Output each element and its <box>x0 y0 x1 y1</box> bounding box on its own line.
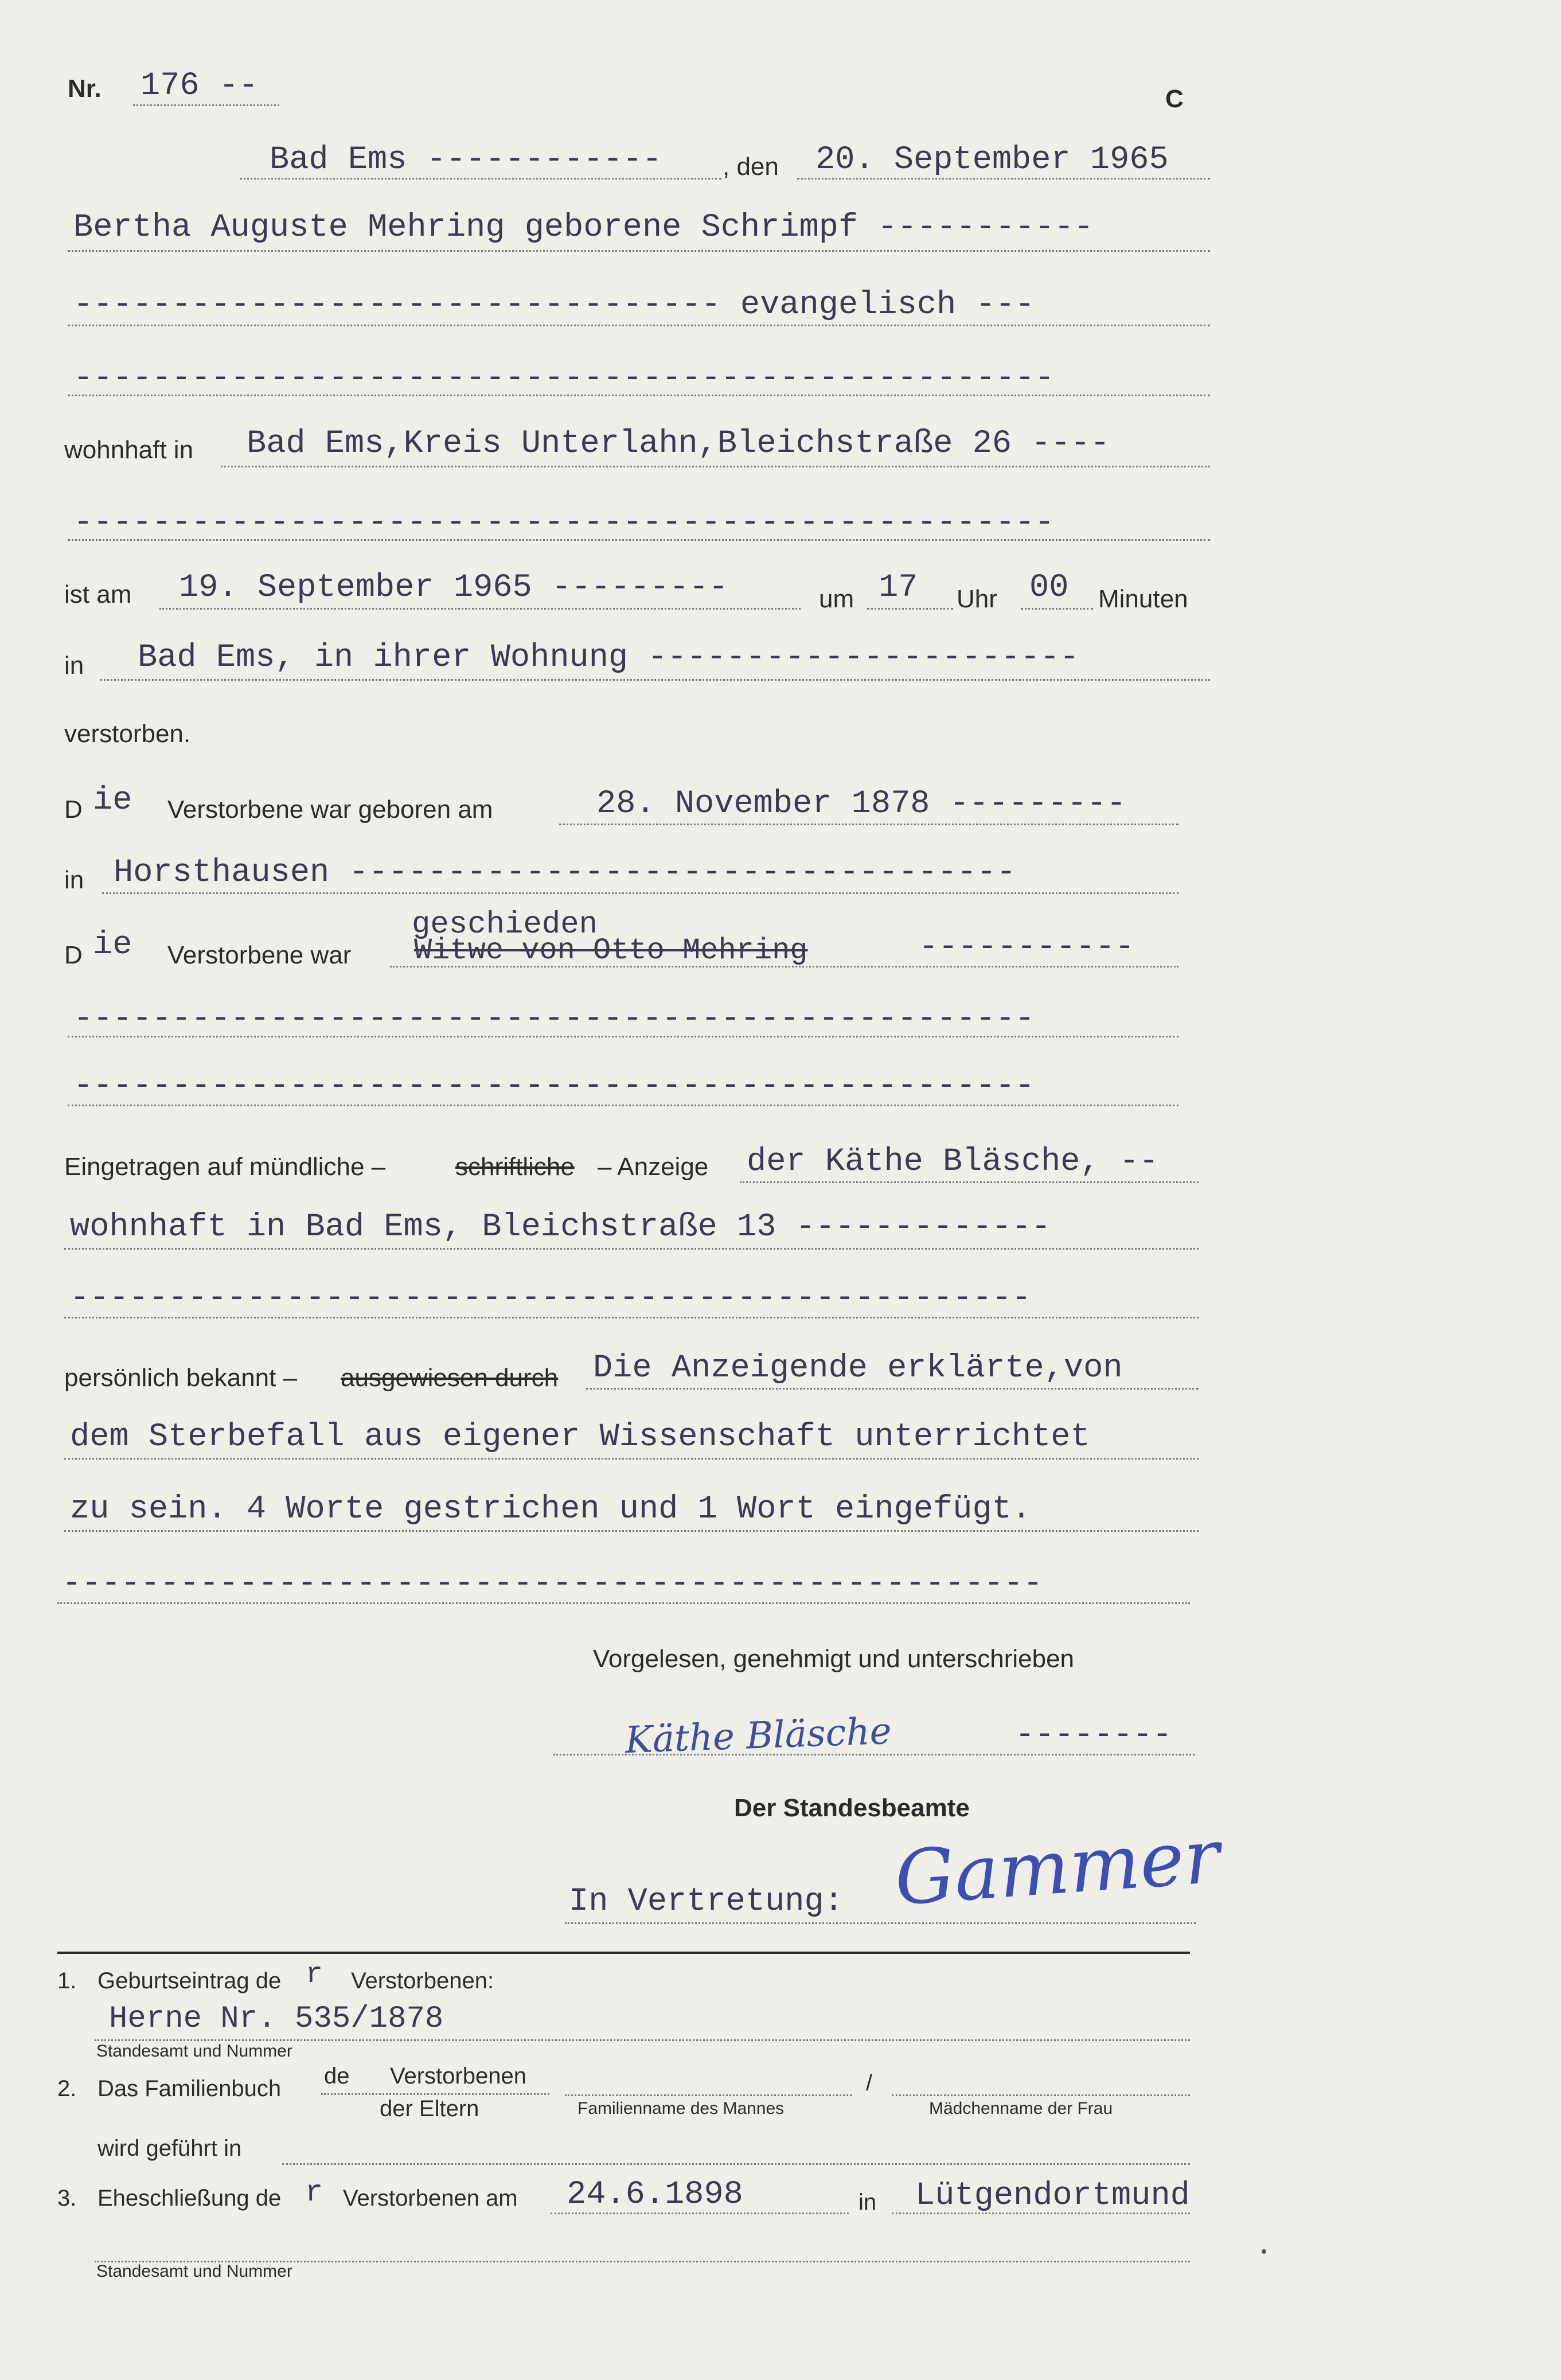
identification-label: persönlich bekannt – <box>64 1364 298 1392</box>
item2-option1-de: de <box>324 2063 350 2089</box>
nr-label: Nr. <box>68 75 102 103</box>
marriage-date: 24.6.1898 <box>567 2176 743 2213</box>
informant-name: der Käthe Bläsche, -- <box>747 1144 1159 1180</box>
religion-line: --------------------------------- evangelisch --- <box>73 287 1035 323</box>
residence-value: Bad Ems,Kreis Unterlahn,Bleichstraße 26 ---- <box>247 426 1110 462</box>
informant-signature: Käthe Bläsche <box>624 1710 892 1762</box>
birth-label: Verstorbene war geboren am <box>167 795 493 824</box>
entry-number: 176 -- <box>141 68 259 104</box>
item2-woman-label: Mädchenname der Frau <box>929 2099 1113 2118</box>
birth-d-suffix: ie <box>93 782 132 819</box>
status-struck: Witwe von Otto Mehring <box>414 934 808 967</box>
status-d-label: D <box>64 941 83 969</box>
death-in-label: in <box>64 651 84 680</box>
filler-line: -------------------------------------------------- <box>73 360 1055 397</box>
identification-text-1: Die Anzeigende erklärte,von <box>593 1350 1123 1387</box>
identification-text-2: dem Sterbefall aus eigener Wissenschaft unterrichtet <box>70 1419 1090 1456</box>
ist-am-label: ist am <box>64 580 132 608</box>
corner-letter: C <box>1165 85 1184 113</box>
identification-filler: -------------------------------------------------- <box>62 1566 1043 1602</box>
item3-suffix: r <box>305 2176 323 2210</box>
item1-label-a: Geburtseintrag de <box>97 1968 282 1993</box>
status-filler-1: ------------------------------------------------- <box>73 1001 1035 1037</box>
identification-text-3: zu sein. 4 Worte gestrichen und 1 Wort eingefügt. <box>70 1491 1032 1528</box>
marriage-place: Lütgendortmund <box>915 2178 1190 2214</box>
signature-dashes: -------- <box>1015 1717 1172 1754</box>
item1-value: Herne Nr. 535/1878 <box>109 2001 444 2036</box>
item2-number: 2. <box>57 2076 77 2101</box>
identification-struck: ausgewiesen durch <box>341 1364 559 1392</box>
residence-label: wohnhaft in <box>64 436 194 464</box>
birth-in-label: in <box>64 866 84 894</box>
registrar-signature: Gammer <box>892 1812 1223 1922</box>
death-hour: 17 <box>879 569 918 606</box>
item2-option2: der Eltern <box>380 2096 479 2121</box>
status-filler-2: ------------------------------------------------- <box>73 1068 1035 1105</box>
registrar-label: Der Standesbeamte <box>734 1794 970 1822</box>
death-place: Bad Ems, in ihrer Wohnung ---------------------- <box>138 639 1079 676</box>
minuten-label: Minuten <box>1098 585 1188 613</box>
item2-wird-label: wird geführt in <box>97 2136 242 2161</box>
birth-d-label: D <box>64 795 83 824</box>
deceased-name: Bertha Auguste Mehring geborene Schrimpf ----------- <box>73 209 1094 246</box>
registry-place: Bad Ems ------------ <box>270 142 662 178</box>
registration-struck-word: schriftliche <box>455 1153 575 1181</box>
um-label: um <box>819 585 854 613</box>
item3-label-b: Verstorbenen am <box>343 2186 518 2211</box>
item1-sub-label: Standesamt und Nummer <box>96 2042 292 2061</box>
death-minute: 00 <box>1029 569 1069 606</box>
status-label: Verstorbene war <box>167 941 352 969</box>
item1-label-b: Verstorbenen: <box>351 1968 494 1993</box>
item2-option1: Verstorbenen <box>390 2063 526 2089</box>
uhr-label: Uhr <box>957 585 997 613</box>
item2-man-label: Familienname des Mannes <box>577 2099 785 2118</box>
footer-divider <box>57 1952 1190 1954</box>
status-inserted: geschieden <box>412 907 598 942</box>
registry-date: 20. September 1965 <box>815 142 1169 178</box>
birth-date: 28. November 1878 --------- <box>596 786 1126 822</box>
item3-in-label: in <box>858 2190 877 2215</box>
den-label: , den <box>723 153 779 181</box>
deputy-label: In Vertretung: <box>569 1883 844 1920</box>
birth-place: Horsthausen ---------------------------------- <box>114 855 1016 891</box>
read-approved-label: Vorgelesen, genehmigt und unterschrieben <box>593 1645 1075 1673</box>
informant-address: wohnhaft in Bad Ems, Bleichstraße 13 ------------- <box>70 1209 1051 1246</box>
item2-label: Das Familienbuch <box>97 2076 282 2101</box>
registration-filler: ------------------------------------------------- <box>70 1280 1032 1317</box>
item3-number: 3. <box>57 2186 77 2211</box>
verstorben-label: verstorben. <box>64 720 191 748</box>
item1-suffix: r <box>306 1958 323 1991</box>
item1-number: 1. <box>57 1968 77 1993</box>
death-date: 19. September 1965 --------- <box>179 569 728 606</box>
registration-label-end: – Anzeige <box>598 1153 709 1181</box>
item3-label-a: Eheschließung de <box>97 2186 282 2211</box>
residence-filler: -------------------------------------------------- <box>73 505 1055 541</box>
registration-label-start: Eingetragen auf mündliche – <box>64 1153 386 1181</box>
item2-slash: / <box>866 2070 873 2096</box>
status-d-suffix: ie <box>93 927 132 963</box>
paper-speck <box>1262 2249 1266 2254</box>
status-dashes: ----------- <box>919 929 1135 966</box>
item3-sub-label: Standesamt und Nummer <box>96 2262 292 2281</box>
